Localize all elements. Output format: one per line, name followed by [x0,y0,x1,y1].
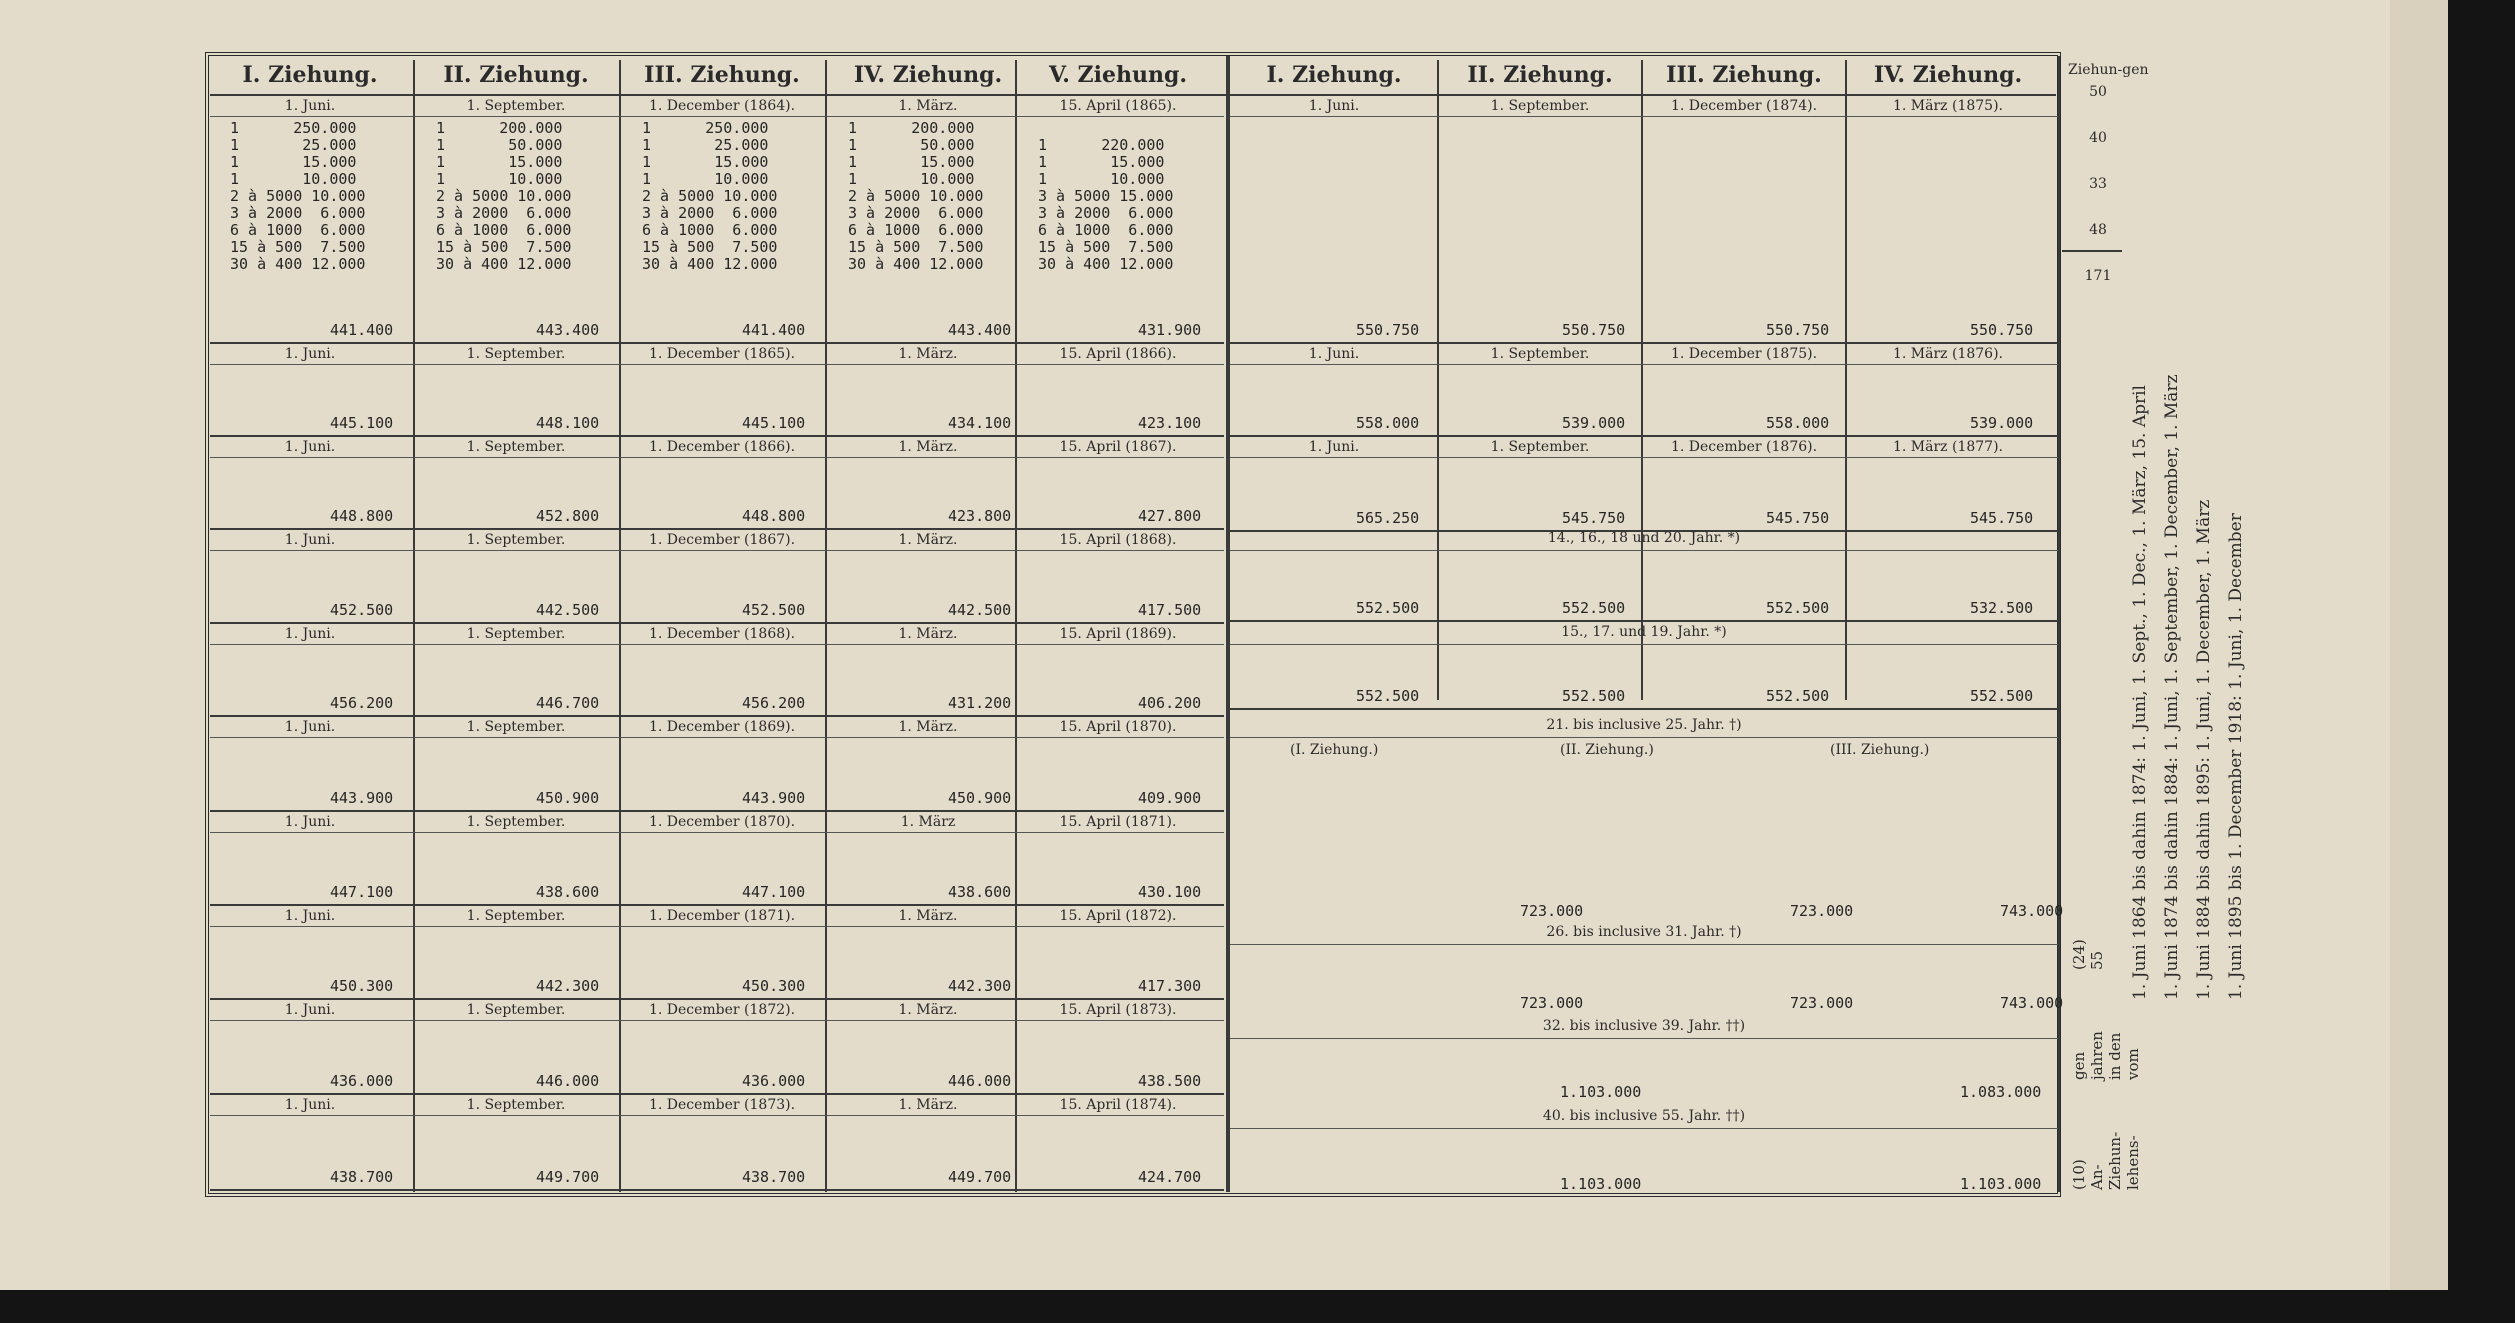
draw-total: 448.800 [742,507,806,525]
prize-row: 2 à 5000 10.000 [230,187,366,205]
draw-date: 1. Juni. [284,346,336,362]
prize-row: 1 10.000 [436,170,563,188]
draw-total: 552.500 [1562,599,1626,617]
draw-date: 1. März (1876). [1892,346,2003,362]
prize-row: 1 250.000 [230,119,357,137]
section-total: 743.000 [2000,902,2064,920]
draw-total: 456.200 [330,694,394,712]
block-rule [210,1189,1224,1191]
date-rule [210,116,1224,117]
brace-label: lehens- [2124,1135,2142,1190]
section-total: 723.000 [1520,902,1584,920]
draw-total: 445.100 [742,414,806,432]
ziehung-header: II. Ziehung. [443,62,589,88]
brace-label: vom [2124,1048,2142,1080]
ziehung-label: (III. Ziehung.) [1830,742,1930,758]
section-total: 1.103.000 [1560,1175,1642,1193]
draw-date: 15. April (1866). [1059,346,1177,362]
draw-date: 1. Juni. [1308,346,1360,362]
date-rule [210,644,1224,645]
draw-total: 431.900 [1138,321,1202,339]
draw-total: 443.400 [536,321,600,339]
draw-date: 1. December (1864). [648,98,796,114]
block-rule [1230,708,2058,710]
prize-row: 1 15.000 [230,153,357,171]
draw-date: 1. September. [466,626,566,642]
left-column-divider [413,60,415,1192]
section-rule [1230,550,2058,551]
draw-total: 552.500 [1356,599,1420,617]
brace-label: 55 [2088,950,2106,970]
date-rule [210,1115,1224,1116]
draw-total: 532.500 [1970,599,2034,617]
prize-row: 1 15.000 [642,153,769,171]
draw-date: 1. März. [898,346,958,362]
prize-row: 6 à 1000 6.000 [1038,221,1174,239]
draw-total: 443.400 [948,321,1012,339]
draw-date: 15. April (1873). [1059,1002,1177,1018]
draw-total: 434.100 [948,414,1012,432]
block-rule [1230,620,2058,622]
ziehung-header: III. Ziehung. [644,62,800,88]
section-rule [1230,737,2058,738]
draw-date: 1. März. [898,626,958,642]
brace-label: gen [2070,1051,2088,1080]
block-rule [210,715,1224,717]
brace-label: Ziehun- [2106,1131,2124,1190]
prize-row: 30 à 400 12.000 [1038,255,1174,273]
draw-date: 1. Juni. [284,532,336,548]
prize-row: 3 à 2000 6.000 [848,204,984,222]
draw-total: 545.750 [1766,509,1830,527]
prize-row: 2 à 5000 10.000 [436,187,572,205]
draw-total: 448.100 [536,414,600,432]
draw-total: 456.200 [742,694,806,712]
side-count: 50 [2089,84,2107,100]
draw-total: 436.000 [330,1072,394,1090]
prize-row: 3 à 5000 15.000 [1038,187,1174,205]
draw-total: 450.300 [742,977,806,995]
section-total: 723.000 [1790,994,1854,1012]
ziehung-header: V. Ziehung. [1049,62,1187,88]
side-count-rule [2062,250,2122,252]
header-rule [210,94,2056,96]
date-rule [210,926,1224,927]
prize-row: 30 à 400 12.000 [436,255,572,273]
draw-date: 1. Juni. [284,439,336,455]
left-column-divider [825,60,827,1192]
draw-total: 565.250 [1356,509,1420,527]
draw-date: 1. September. [466,98,566,114]
brace-label: in den [2106,1032,2124,1080]
prize-row: 6 à 1000 6.000 [642,221,778,239]
date-rule [210,550,1224,551]
draw-date: 1. December (1868). [648,626,796,642]
prize-row: 1 200.000 [848,119,975,137]
brace-label: jahren [2088,1031,2106,1080]
prize-row: 1 15.000 [1038,153,1165,171]
draw-total: 558.000 [1766,414,1830,432]
draw-total: 442.300 [948,977,1012,995]
draw-total: 443.900 [330,789,394,807]
draw-total: 441.400 [330,321,394,339]
prize-row: 1 25.000 [642,136,769,154]
draw-date: 1. Juni. [284,98,336,114]
prize-row: 1 220.000 [1038,136,1165,154]
section-total: 1.103.000 [1560,1083,1642,1101]
draw-date: 1. September. [466,532,566,548]
side-count: Ziehun-gen [2068,62,2149,78]
ziehung-label: (I. Ziehung.) [1290,742,1379,758]
date-rule [210,364,1224,365]
side-note: 1. Juni 1874 bis dahin 1884: 1. Juni, 1. September, 1. December, 1. März [2162,374,2182,1000]
prize-row: 1 50.000 [848,136,975,154]
draw-date: 1. September. [1490,346,1590,362]
prize-row: 1 200.000 [436,119,563,137]
draw-total: 442.300 [536,977,600,995]
prize-row: 1 10.000 [848,170,975,188]
right-column-divider [1641,60,1643,700]
section-title: 40. bis inclusive 55. Jahr. ††) [1542,1108,1746,1124]
prize-row: 3 à 2000 6.000 [642,204,778,222]
draw-total: 441.400 [742,321,806,339]
block-rule [210,528,1224,530]
draw-date: 1. December (1869). [648,719,796,735]
block-rule [210,1093,1224,1095]
prize-row: 1 250.000 [642,119,769,137]
draw-total: 545.750 [1970,509,2034,527]
draw-total: 430.100 [1138,883,1202,901]
draw-date: 1. December (1872). [648,1002,796,1018]
draw-date: 1. December (1870). [648,814,796,830]
ziehung-header: III. Ziehung. [1666,62,1822,88]
draw-date: 15. April (1865). [1059,98,1177,114]
draw-total: 442.500 [536,601,600,619]
prize-row: 1 10.000 [642,170,769,188]
draw-total: 552.500 [1356,687,1420,705]
right-column-divider [1437,60,1439,700]
draw-date: 15. April (1869). [1059,626,1177,642]
draw-date: 1. Juni. [284,1097,336,1113]
draw-total: 445.100 [330,414,394,432]
block-rule [210,998,1224,1000]
prize-row: 1 10.000 [1038,170,1165,188]
draw-date: 1. März. [898,1002,958,1018]
draw-date: 15. April (1871). [1059,814,1177,830]
draw-date: 1. December (1867). [648,532,796,548]
draw-date: 1. März (1875). [1892,98,2003,114]
draw-total: 443.900 [742,789,806,807]
draw-date: 1. Juni. [284,626,336,642]
side-note: 1. Juni 1895 bis 1. December 1918: 1. Juni, 1. December [2226,513,2246,1000]
side-count: 33 [2089,176,2107,192]
draw-total: 423.100 [1138,414,1202,432]
section-title: 26. bis inclusive 31. Jahr. †) [1546,924,1742,940]
draw-date: 1. Juni. [284,719,336,735]
date-rule [210,832,1224,833]
draw-date: 15. April (1867). [1059,439,1177,455]
draw-total: 438.600 [536,883,600,901]
draw-total: 449.700 [536,1168,600,1186]
prize-row: 6 à 1000 6.000 [848,221,984,239]
draw-date: 1. December (1873). [648,1097,796,1113]
draw-total: 409.900 [1138,789,1202,807]
side-count: 40 [2089,130,2107,146]
draw-date: 15. April (1870). [1059,719,1177,735]
side-count: 171 [2084,268,2112,284]
prize-row: 1 15.000 [436,153,563,171]
draw-total: 448.800 [330,507,394,525]
draw-date: 1. Juni. [1308,98,1360,114]
section-total: 723.000 [1790,902,1854,920]
ziehung-header: II. Ziehung. [1467,62,1613,88]
draw-total: 446.000 [948,1072,1012,1090]
draw-date: 1. December (1875). [1670,346,1818,362]
date-rule [210,737,1224,738]
draw-date: 1. März. [898,719,958,735]
draw-total: 450.900 [948,789,1012,807]
draw-date: 15. April (1874). [1059,1097,1177,1113]
draw-total: 452.800 [536,507,600,525]
draw-date: 1. September. [466,439,566,455]
draw-total: 552.500 [1766,599,1830,617]
side-count: 48 [2089,222,2107,238]
draw-date: 1. März. [898,532,958,548]
draw-total: 424.700 [1138,1168,1202,1186]
draw-total: 438.700 [330,1168,394,1186]
date-rule [210,457,1224,458]
brace-label: An- [2088,1164,2106,1190]
draw-date: 1. Juni. [1308,439,1360,455]
draw-date: 1. September. [1490,439,1590,455]
draw-total: 446.700 [536,694,600,712]
prize-row: 3 à 2000 6.000 [1038,204,1174,222]
draw-date: 1. December (1865). [648,346,796,362]
ziehung-header: I. Ziehung. [1266,62,1402,88]
draw-date: 1. März [900,814,956,830]
section-rule [1230,944,2058,945]
draw-total: 550.750 [1766,321,1830,339]
draw-total: 558.000 [1356,414,1420,432]
section-total: 1.083.000 [1960,1083,2042,1101]
section-total: 743.000 [2000,994,2064,1012]
prize-row: 30 à 400 12.000 [642,255,778,273]
section-title: 15., 17. und 19. Jahr. *) [1561,624,1727,640]
section-rule [1230,1128,2058,1129]
side-note: 1. Juni 1864 bis dahin 1874: 1. Juni, 1. Sept., 1. Dec., 1. März, 15. April [2130,385,2150,1000]
block-rule [210,810,1224,812]
draw-total: 550.750 [1356,321,1420,339]
prize-row: 6 à 1000 6.000 [436,221,572,239]
draw-date: 1. September. [466,1002,566,1018]
section-total: 723.000 [1520,994,1584,1012]
prize-row: 15 à 500 7.500 [1038,238,1174,256]
draw-total: 442.500 [948,601,1012,619]
draw-date: 1. März. [898,439,958,455]
date-rule [1230,364,2058,365]
prize-row: 1 50.000 [436,136,563,154]
draw-total: 406.200 [1138,694,1202,712]
ziehung-label: (II. Ziehung.) [1560,742,1654,758]
brace-label: (24) [2070,939,2088,970]
draw-date: 1. März. [898,908,958,924]
draw-total: 552.500 [1562,687,1626,705]
draw-total: 438.600 [948,883,1012,901]
draw-date: 1. Juni. [284,1002,336,1018]
prize-row: 30 à 400 12.000 [848,255,984,273]
draw-date: 15. April (1872). [1059,908,1177,924]
section-total: 1.103.000 [1960,1175,2042,1193]
prize-row: 15 à 500 7.500 [230,238,366,256]
draw-total: 545.750 [1562,509,1626,527]
date-rule [1230,116,2058,117]
draw-date: 1. März. [898,98,958,114]
draw-total: 438.500 [1138,1072,1202,1090]
draw-total: 539.000 [1562,414,1626,432]
right-column-divider [1845,60,1847,700]
section-rule [1230,644,2058,645]
section-title: 32. bis inclusive 39. Jahr. ††) [1542,1018,1746,1034]
draw-date: 1. December (1876). [1670,439,1818,455]
prize-row: 1 10.000 [230,170,357,188]
draw-date: 1. December (1866). [648,439,796,455]
draw-date: 1. September. [466,719,566,735]
draw-date: 1. September. [466,1097,566,1113]
draw-date: 1. März (1877). [1892,439,2003,455]
draw-total: 417.500 [1138,601,1202,619]
side-panel-divider [2058,56,2060,1192]
prize-row: 2 à 5000 10.000 [642,187,778,205]
block-rule [1230,342,2058,344]
prize-row: 1 25.000 [230,136,357,154]
date-rule [1230,457,2058,458]
draw-date: 15. April (1868). [1059,532,1177,548]
prize-row: 15 à 500 7.500 [642,238,778,256]
draw-total: 423.800 [948,507,1012,525]
draw-date: 1. December (1871). [648,908,796,924]
draw-total: 431.200 [948,694,1012,712]
ziehung-header: IV. Ziehung. [1873,62,2023,88]
draw-total: 539.000 [1970,414,2034,432]
prize-row: 1 15.000 [848,153,975,171]
draw-total: 436.000 [742,1072,806,1090]
draw-total: 450.900 [536,789,600,807]
draw-total: 449.700 [948,1168,1012,1186]
block-rule [210,435,1224,437]
section-rule [1230,1038,2058,1039]
draw-total: 550.750 [1970,321,2034,339]
draw-total: 552.500 [1970,687,2034,705]
draw-date: 1. Juni. [284,908,336,924]
section-title: 14., 16., 18 und 20. Jahr. *) [1547,530,1741,546]
prize-row: 3 à 2000 6.000 [230,204,366,222]
draw-total: 447.100 [330,883,394,901]
draw-total: 450.300 [330,977,394,995]
draw-date: 1. Juni. [284,814,336,830]
prize-row: 30 à 400 12.000 [230,255,366,273]
draw-total: 452.500 [330,601,394,619]
draw-total: 446.000 [536,1072,600,1090]
ziehung-header: I. Ziehung. [242,62,378,88]
draw-date: 1. September. [1490,98,1590,114]
draw-date: 1. December (1874). [1670,98,1818,114]
draw-total: 427.800 [1138,507,1202,525]
block-rule [210,342,1224,344]
draw-date: 1. September. [466,814,566,830]
prize-row: 15 à 500 7.500 [848,238,984,256]
prize-row: 15 à 500 7.500 [436,238,572,256]
paper-fold [2390,0,2448,1290]
draw-date: 1. September. [466,908,566,924]
prize-row: 3 à 2000 6.000 [436,204,572,222]
draw-total: 447.100 [742,883,806,901]
section-title: 21. bis inclusive 25. Jahr. †) [1546,717,1742,733]
draw-total: 452.500 [742,601,806,619]
block-rule [1230,435,2058,437]
prize-row: 2 à 5000 10.000 [848,187,984,205]
draw-date: 1. März. [898,1097,958,1113]
draw-total: 552.500 [1766,687,1830,705]
block-rule [210,904,1224,906]
date-rule [210,1020,1224,1021]
draw-total: 438.700 [742,1168,806,1186]
block-rule [210,622,1224,624]
ziehung-header: IV. Ziehung. [853,62,1003,88]
side-note: 1. Juni 1884 bis dahin 1895: 1. Juni, 1. December, 1. März [2194,499,2214,1000]
brace-label: (10) [2070,1159,2088,1190]
draw-total: 550.750 [1562,321,1626,339]
left-column-divider [619,60,621,1192]
draw-date: 1. September. [466,346,566,362]
draw-total: 417.300 [1138,977,1202,995]
prize-row: 6 à 1000 6.000 [230,221,366,239]
